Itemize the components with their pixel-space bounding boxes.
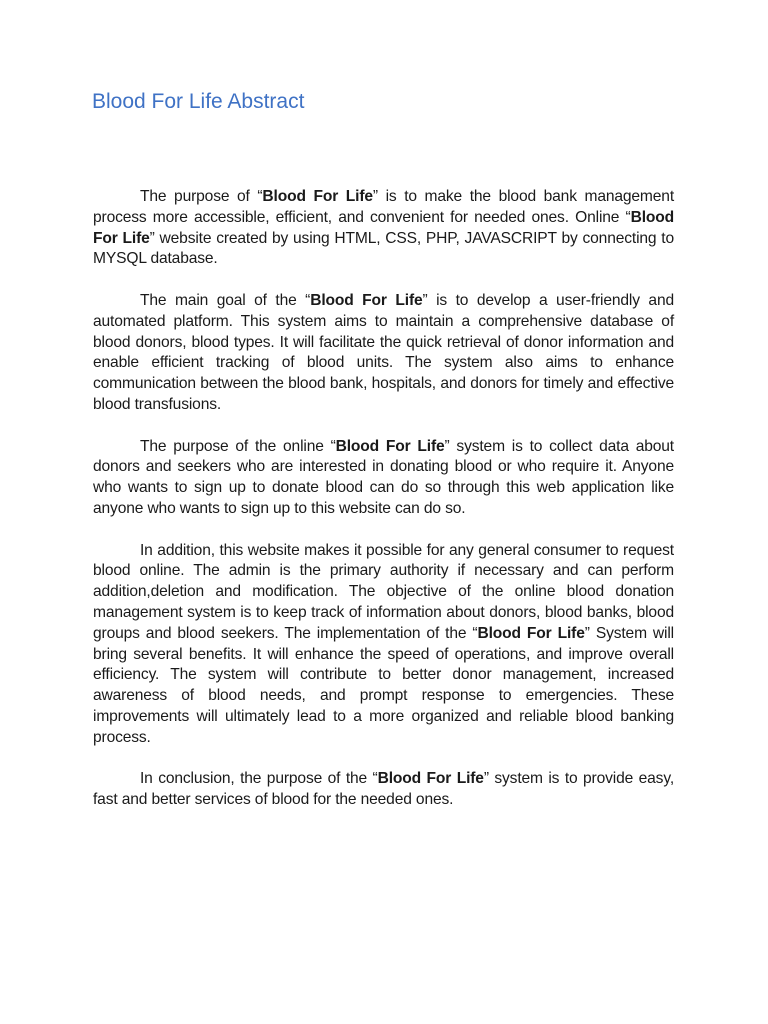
bold-run: Blood For Life: [93, 208, 674, 247]
document-title: Blood For Life Abstract: [92, 90, 305, 113]
bold-run: Blood For Life: [477, 624, 585, 642]
paragraph-conclusion: [93, 769, 674, 811]
bold-run: Blood For Life: [335, 437, 445, 455]
text-run: ” is to make the blood bank management process more accessible, efficient, and convenient for needed ones. Online “: [93, 188, 674, 226]
bold-run: Blood For Life: [310, 291, 423, 309]
text-run: The purpose of “: [140, 188, 263, 205]
text-run: In conclusion, the purpose of the “: [140, 770, 378, 788]
text-run: ” System will bring several benefits. It will enhance the speed of operations, and improve overall efficiency. The system will contribute to better donor management, increased awareness of blood needs, and prompt response to emergencies. These improvements will ultimately lead to a more organized and reliable blood banking process.: [93, 624, 674, 746]
text-run: The main goal of the “: [140, 291, 311, 309]
text-run: ” website created by using HTML, CSS, PHP, JAVASCRIPT by connecting to MYSQL database.: [93, 229, 674, 268]
bold-run: Blood For Life: [262, 188, 373, 205]
bold-run: Blood For Life: [377, 770, 484, 788]
text-run: ” is to develop a user-friendly and automated platform. This system aims to maintain a comprehensive database of blood donors, blood types. It will facilitate the quick retrieval of donor information and enable efficient tracking of blood units. The system also aims to enhance communication between the blood bank, hospitals, and donors for timely and effective blood transfusions.: [93, 291, 675, 413]
text-run: ” system is to collect data about donors and seekers who are interested in donating blood or who require it. Anyone who wants to sign up to donate blood can do so through this web application like anyone who wants to sign up to this website can do so.: [93, 437, 674, 517]
document-body: [93, 187, 674, 811]
paragraph-online-system: [93, 437, 674, 520]
paragraph-purpose: [93, 187, 674, 270]
paragraph-addition: [93, 541, 674, 749]
text-run: In addition, this website makes it possible for any general consumer to request blood online. The admin is the primary authority if necessary and can perform addition,deletion and modification. The objective of the online blood donation management system is to keep track of information about donors, blood banks, blood groups and blood seekers. The implementation of the “: [93, 541, 674, 642]
paragraph-main-goal: [93, 291, 674, 416]
text-run: ” system is to provide easy, fast and better services of blood for the needed ones.: [93, 770, 674, 809]
text-run: The purpose of the online “: [140, 437, 336, 455]
